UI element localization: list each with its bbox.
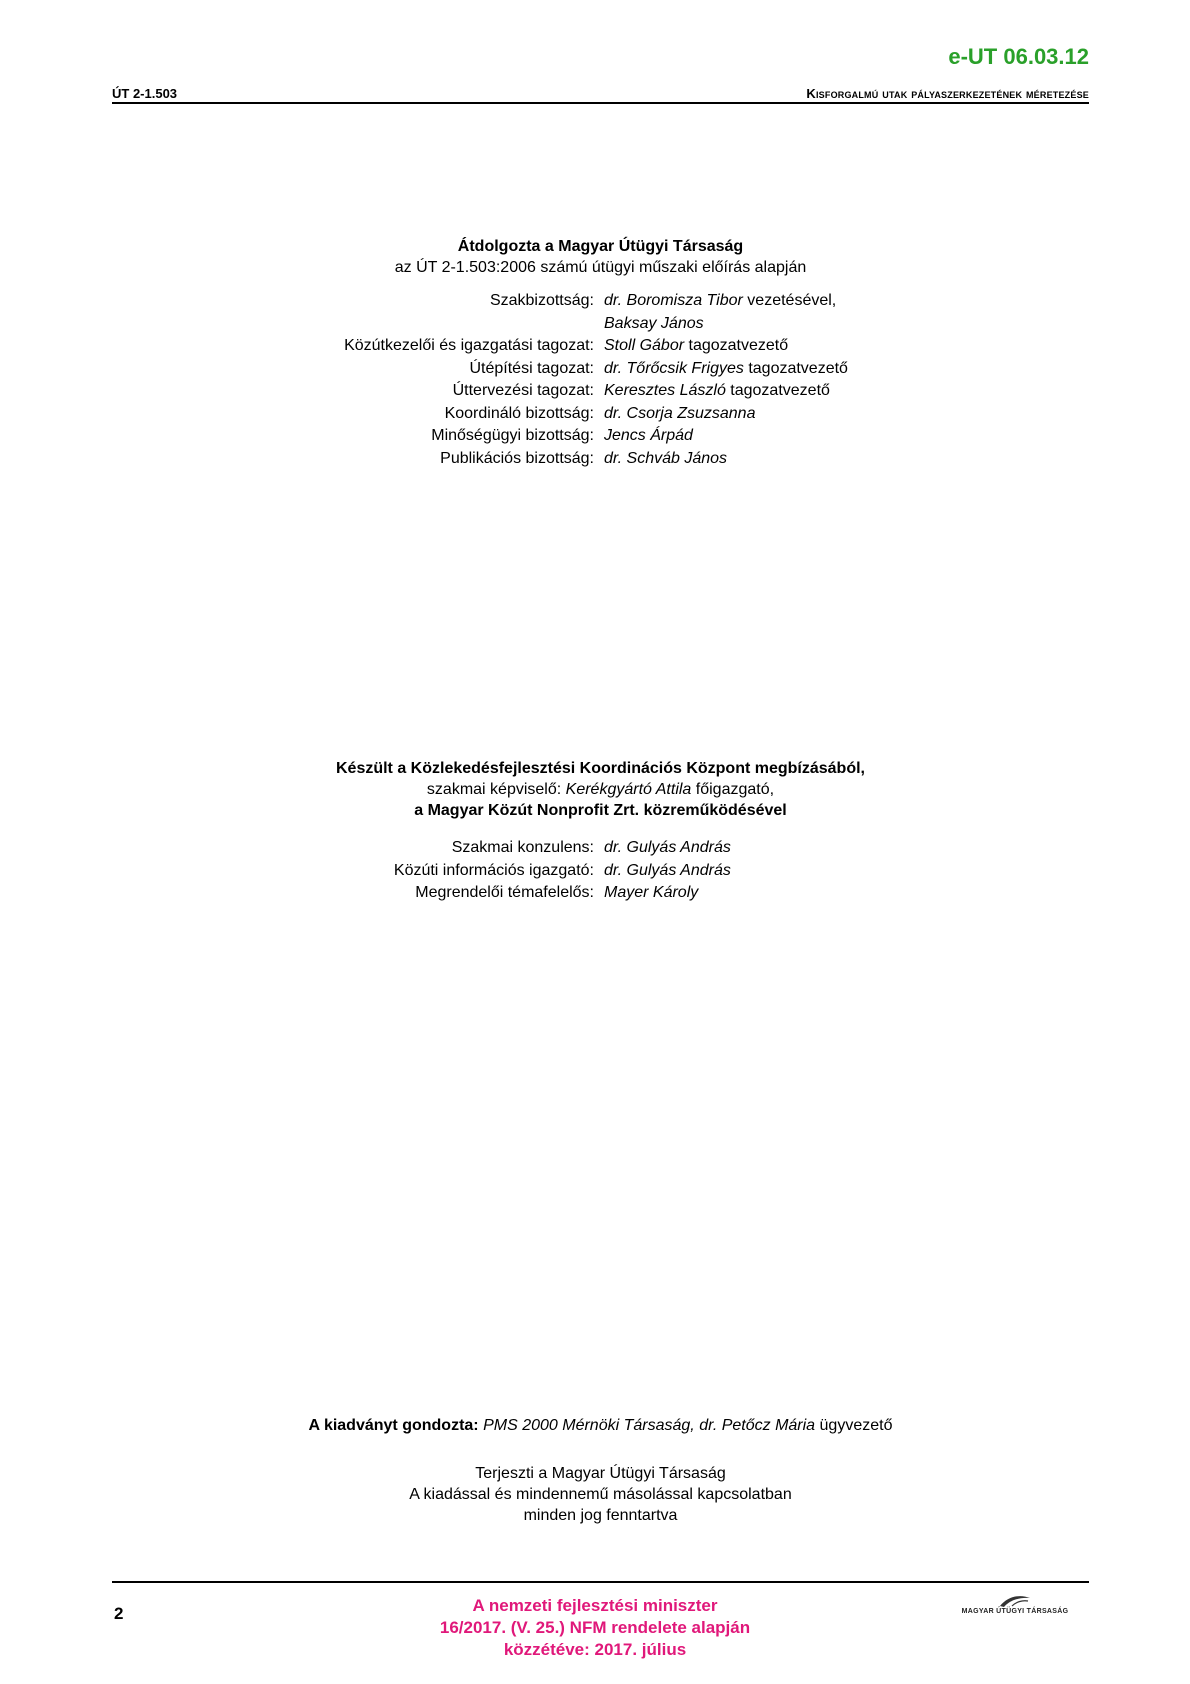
committee-person-role: tagozatvezető [743, 359, 848, 377]
committee-person-name: Stoll Gábor [604, 337, 685, 354]
committee-row [0, 448, 1190, 471]
consultant-row [0, 837, 1190, 860]
publisher-line [112, 1417, 1089, 1435]
document-title: Kisforgalmú utak pályaszerkezetének méretezése [806, 86, 1089, 101]
committee-person-name: Keresztes László [604, 382, 726, 399]
publisher-company: PMS 2000 Mérnöki Társaság, [483, 1417, 695, 1434]
consultant-label: Közúti információs igazgató: [393, 861, 594, 879]
committee-row [0, 425, 1190, 448]
committee-row [0, 313, 1190, 336]
committee-person-name: dr. Schváb János [604, 449, 728, 467]
representative-role: főigazgató, [691, 781, 775, 798]
committee-label: Közútkezelői és igazgatási tagozat: [344, 337, 594, 354]
road-swoosh-icon [998, 1594, 1032, 1608]
committee-person-name: dr. Boromisza Tibor [604, 292, 743, 309]
page-number: 2 [114, 1604, 124, 1623]
consultant-person-name: Mayer Károly [604, 884, 699, 901]
committee-value [604, 403, 755, 426]
committee-label: Minőségügyi bizottság: [431, 427, 594, 444]
header-rule [112, 102, 1089, 104]
consultant-person-name: dr. Gulyás András [604, 839, 731, 856]
committee-person-role: tagozatvezető [725, 382, 830, 399]
publication-line-2: 16/2017. (V. 25.) NFM rendelete alapján [439, 1618, 751, 1637]
distribution-line-2: A kiadással és mindennemű másolással kapcsolatban [409, 1486, 792, 1503]
committee-person-name: Baksay János [604, 314, 704, 332]
consultant-row [0, 882, 1190, 905]
committee-person-role: vezetésével, [742, 292, 837, 309]
publication-line-1: A nemzeti fejlesztési miniszter [472, 1596, 718, 1615]
committee-row [0, 403, 1190, 426]
revision-basis-line: az ÚT 2-1.503:2006 számú útügyi műszaki előírás alapján [394, 259, 807, 276]
committee-value [604, 313, 704, 336]
consultant-value [604, 860, 731, 883]
consultant-person-name: dr. Gulyás András [604, 861, 731, 879]
committee-label: Úttervezési tagozat: [452, 382, 594, 399]
committee-person-name: dr. Csorja Zsuzsanna [604, 404, 756, 422]
committee-value [604, 290, 836, 313]
representative-name: Kerékgyártó Attila [565, 781, 692, 798]
consultant-value [604, 837, 731, 860]
cooperation-line: a Magyar Közút Nonprofit Zrt. közreműködésével [414, 802, 787, 819]
consultant-list [0, 837, 1190, 905]
revised-by-line: Átdolgozta a Magyar Útügyi Társaság [457, 238, 744, 255]
committee-person-role: tagozatvezető [684, 337, 789, 354]
publisher-label: A kiadványt gondozta: [308, 1417, 479, 1434]
committee-value [604, 448, 727, 471]
document-code: e-UT 06.03.12 [948, 44, 1089, 69]
committee-label: Koordináló bizottság: [444, 404, 594, 422]
logo-text: MAGYAR ÚTÜGYI TÁRSASÁG [961, 1608, 1069, 1615]
committee-person-name: dr. Tőrőcsik Frigyes [604, 359, 744, 377]
commission-line: Készült a Közlekedésfejlesztési Koordinációs Központ megbízásából, [335, 760, 865, 777]
committee-value [604, 335, 788, 358]
committee-value [604, 425, 693, 448]
publication-line-3: közzétéve: 2017. július [503, 1640, 687, 1659]
consultant-label: Megrendelői témafelelős: [415, 884, 594, 901]
revision-heading [112, 236, 1089, 278]
publisher-person: dr. Petőcz Mária [699, 1417, 816, 1434]
committee-label: Útépítési tagozat: [469, 359, 594, 377]
consultant-label: Szakmai konzulens: [451, 839, 594, 856]
committee-label: Publikációs bizottság: [440, 449, 594, 467]
standard-id: ÚT 2-1.503 [112, 86, 178, 101]
committee-row [0, 290, 1190, 313]
committee-person-name: Jencs Árpád [604, 427, 693, 444]
committee-value [604, 380, 830, 403]
consultant-value [604, 882, 698, 905]
society-logo [940, 1594, 1090, 1620]
committee-row [0, 358, 1190, 381]
distribution-line-3: minden jog fenntartva [523, 1507, 678, 1524]
committee-row [0, 335, 1190, 358]
committee-list [0, 290, 1190, 470]
distribution-block [112, 1463, 1089, 1526]
representative-line [112, 779, 1089, 800]
committee-row [0, 380, 1190, 403]
commission-heading [112, 758, 1089, 821]
footer-rule [112, 1581, 1089, 1583]
consultant-row [0, 860, 1190, 883]
publication-note [300, 1595, 890, 1661]
representative-prefix: szakmai képviselő: [426, 781, 566, 798]
committee-label: Szakbizottság: [489, 292, 594, 309]
distribution-line-1: Terjeszti a Magyar Útügyi Társaság [475, 1465, 726, 1482]
publisher-role: ügyvezető [815, 1417, 893, 1434]
committee-value [604, 358, 848, 381]
